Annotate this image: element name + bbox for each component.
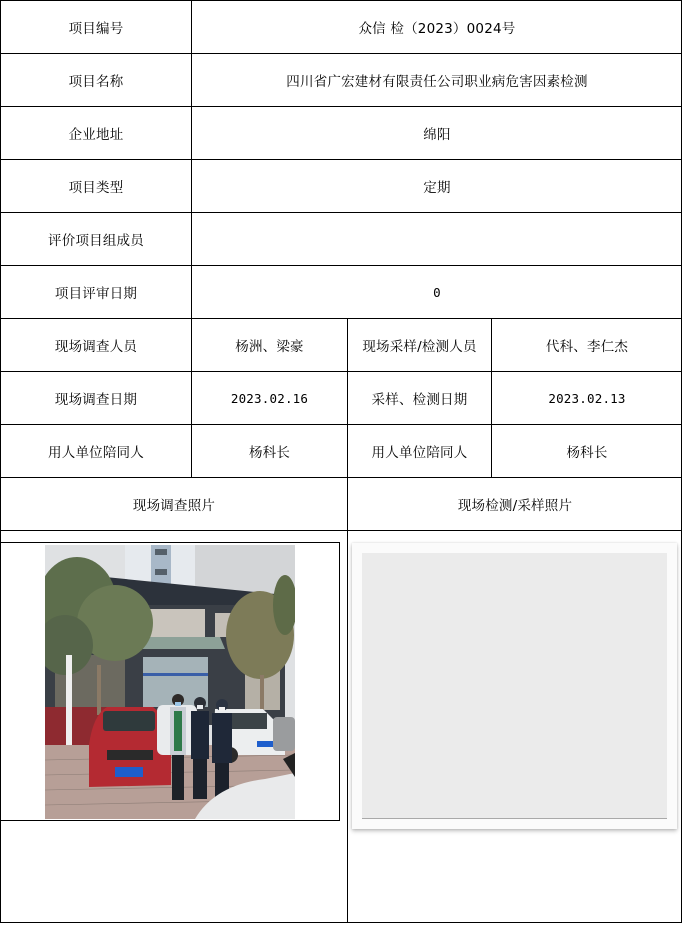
value-project-name: 四川省广宏建材有限责任公司职业病危害因素检测: [286, 74, 588, 90]
value-accompanying-1: 杨科长: [192, 425, 348, 477]
value-company-address: 绵阳: [423, 127, 451, 143]
value-survey-date: 2023.02.16: [192, 372, 348, 424]
label-project-name: 项目名称: [1, 54, 192, 106]
row-project-name: [1, 54, 682, 107]
row-company-address: [1, 107, 682, 160]
image-placeholder-fill: [362, 553, 667, 819]
row-project-number: [1, 1, 682, 54]
header-survey-photo: 现场调查照片: [1, 478, 348, 530]
label-survey-date: 现场调查日期: [1, 372, 192, 424]
value-project-type: 定期: [423, 180, 451, 196]
row-team-members: [1, 213, 682, 266]
value-survey-staff: 杨洲、梁豪: [192, 319, 348, 371]
row-survey-staff: [1, 319, 682, 372]
label-survey-staff: 现场调查人员: [1, 319, 192, 371]
value-sampling-date: 2023.02.13: [548, 390, 626, 406]
value-team-members: [192, 213, 682, 265]
survey-photo: [45, 545, 295, 819]
value-sampling-staff: 代科、李仁杰: [545, 339, 629, 355]
row-review-date: [1, 266, 682, 319]
row-accompanying: [1, 425, 682, 478]
value-review-date: 0: [433, 284, 441, 300]
value-accompanying-2: 杨科长: [566, 445, 608, 461]
row-photos: [1, 531, 682, 923]
label-project-number: 项目编号: [1, 1, 192, 53]
image-placeholder: [352, 543, 677, 829]
survey-photo-frame: [1, 542, 340, 821]
label-accompanying-1: 用人单位陪同人: [1, 425, 192, 477]
label-sampling-date: 采样、检测日期: [348, 372, 492, 424]
label-review-date: 项目评审日期: [1, 266, 192, 318]
label-sampling-staff: 现场采样/检测人员: [348, 319, 492, 371]
sampling-photo-cell: [348, 531, 682, 923]
header-sampling-photo: 现场检测/采样照片: [457, 498, 573, 514]
row-project-type: [1, 160, 682, 213]
row-dates: [1, 372, 682, 425]
row-photo-headers: [1, 478, 682, 531]
label-team-members: 评价项目组成员: [1, 213, 192, 265]
label-project-type: 项目类型: [1, 160, 192, 212]
label-company-address: 企业地址: [1, 107, 192, 159]
value-project-number: 众信 检（2023）0024号: [358, 21, 516, 37]
label-accompanying-2: 用人单位陪同人: [348, 425, 492, 477]
